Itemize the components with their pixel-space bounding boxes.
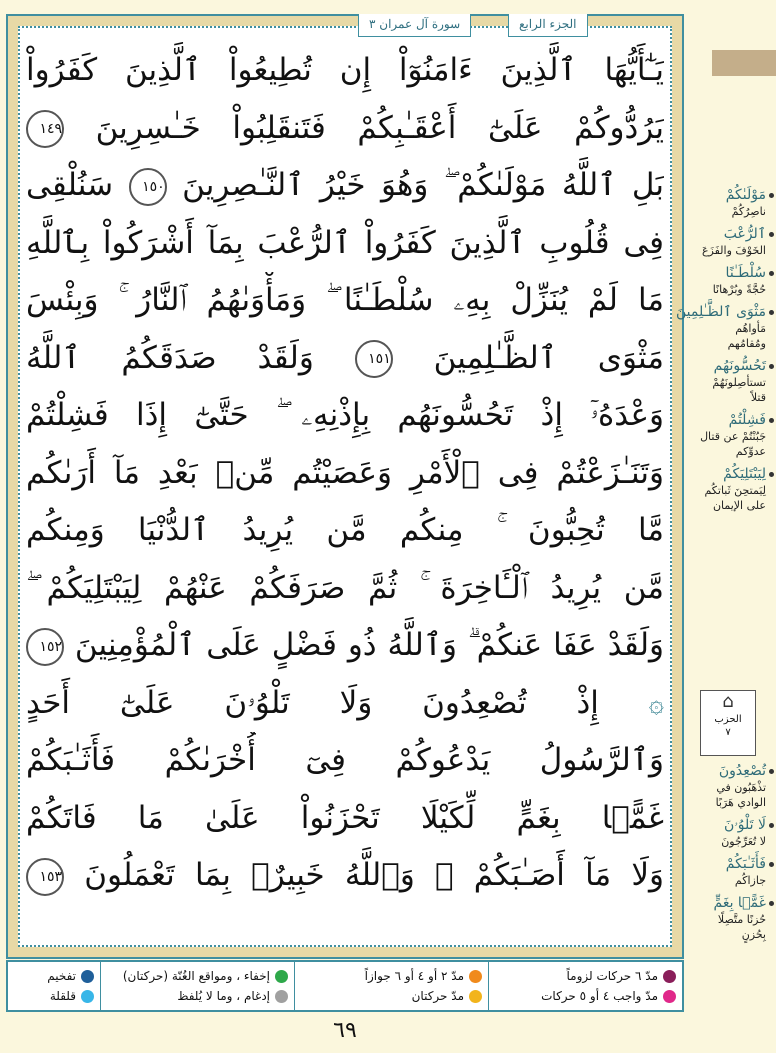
glossary-item xyxy=(694,225,774,258)
bullet-icon xyxy=(769,472,774,477)
line-text: مَّا تُحِبُّونَ ۚ مِنكُم مَّن يُرِيدُ ٱلدُّنْيَا وَمِنكُم xyxy=(26,512,664,548)
glossary-word: مَوْلَىٰكُمْ xyxy=(725,187,766,203)
legend-label: تفخيم xyxy=(47,969,76,983)
legend-label: مدّ واجب ٤ أو ٥ حركات xyxy=(541,989,658,1003)
legend-column xyxy=(294,962,488,1010)
ayah-number-marker: ١٤٩ xyxy=(26,110,64,148)
ayah-number-marker: ١٥٢ xyxy=(26,628,64,666)
bullet-icon xyxy=(769,310,774,315)
line-text: وَعْدَهُۥٓ إِذْ تَحُسُّونَهُم بِإِذْنِهِۦ ۖ حَتَّىٰٓ إِذَا فَشِلْتُمْ xyxy=(26,397,664,433)
bullet-icon xyxy=(769,232,774,237)
quran-line xyxy=(26,387,664,445)
glossary-meaning: حُزنًا متَّصِلًا بِحُزنٍ xyxy=(717,913,766,941)
bullet-icon xyxy=(769,862,774,867)
hizb-label: الحزب xyxy=(714,714,742,725)
bullet-icon xyxy=(769,823,774,828)
glossary-item xyxy=(694,357,774,405)
hizb-badge xyxy=(700,690,756,756)
quran-line xyxy=(26,560,664,618)
glossary-word: تُصْعِدُونَ xyxy=(718,763,766,779)
glossary-item xyxy=(694,855,774,888)
glossary-meaning: لا تُعَرِّجُونَ xyxy=(721,835,766,848)
juz-label: الجزء الرابع xyxy=(508,14,588,37)
color-dot-icon xyxy=(663,990,676,1003)
quran-line xyxy=(26,100,664,158)
quran-line xyxy=(26,215,664,273)
line-text: بَلِ ٱللَّهُ مَوْلَىٰكُمْ ۖ وَهُوَ خَيْرُ ٱلنَّـٰصِرِينَ xyxy=(182,167,664,203)
line-text: إِذْ تُصْعِدُونَ وَلَا تَلْوُۥنَ عَلَىٰٓ أَحَدٍ xyxy=(26,684,599,721)
legend-item xyxy=(301,986,482,1006)
glossary-meaning: مَأواهُم ومُقامُهم xyxy=(727,322,766,350)
glossary-item xyxy=(694,411,774,459)
glossary-column-lower xyxy=(694,762,774,948)
glossary-word: فَشِلْتُمْ xyxy=(728,412,766,428)
glossary-item xyxy=(675,303,774,351)
color-dot-icon xyxy=(81,970,94,983)
line-text: يَرُدُّوكُمْ عَلَىٰٓ أَعْقَـٰبِكُمْ فَتَنقَلِبُواْ خَـٰسِرِينَ xyxy=(95,109,664,146)
quran-line xyxy=(26,790,664,848)
page-number: ٦٩ xyxy=(333,1018,357,1043)
glossary-item xyxy=(694,264,774,297)
legend-item xyxy=(301,966,482,986)
quran-line xyxy=(26,445,664,503)
bullet-icon xyxy=(769,418,774,423)
ayah-number-marker: ١٥١ xyxy=(355,340,393,378)
legend-column xyxy=(8,962,100,1010)
glossary-meaning: ناصِرُكُمْ xyxy=(731,205,766,218)
glossary-word: ٱلرُّعْبَ xyxy=(723,226,766,242)
surah-label: سورة آل عمران ٣ xyxy=(358,14,471,37)
color-dot-icon xyxy=(469,970,482,983)
page-frame xyxy=(6,14,684,959)
color-dot-icon xyxy=(275,990,288,1003)
legend-label: مدّ ٢ أو ٤ أو ٦ جوازاً xyxy=(364,969,464,983)
glossary-word: تَحُسُّونَهُم xyxy=(713,358,766,374)
glossary-meaning: جازاكُم xyxy=(734,874,766,887)
line-text: وَلَقَدْ عَفَا عَنكُمْ ۗ وَٱللَّهُ ذُو فَضْلٍ عَلَى ٱلْمُؤْمِنِينَ xyxy=(74,627,664,663)
legend-item xyxy=(107,966,288,986)
legend-column xyxy=(488,962,682,1010)
line-text: فِى قُلُوبِ ٱلَّذِينَ كَفَرُواْ ٱلرُّعْبَ بِمَآ أَشْرَكُواْ بِٱللَّهِ xyxy=(26,224,664,261)
glossary-word: مَثْوَى ٱلظَّـٰلِمِينَ xyxy=(675,304,766,320)
legend-label: مدّ ٦ حركات لزوماً xyxy=(566,969,658,983)
glossary-meaning: جَبُنْتُمْ عن قتال عدوِّكم xyxy=(700,430,766,458)
glossary-meaning: الخَوْفَ والفَزَعَ xyxy=(701,244,766,257)
glossary-item xyxy=(694,186,774,219)
glossary-meaning: لِيَمتحِنَ ثَباتكُم على الإيمان xyxy=(704,484,766,512)
bullet-icon xyxy=(769,193,774,198)
glossary-item xyxy=(694,465,774,513)
glossary-word: سُلْطَـٰنًا xyxy=(725,265,766,281)
line-text: وَلَقَدْ صَدَقَكُمُ ٱللَّهُ xyxy=(26,339,314,376)
color-dot-icon xyxy=(663,970,676,983)
legend-item xyxy=(14,986,94,1006)
quran-line xyxy=(26,675,664,733)
legend-item xyxy=(495,966,676,986)
line-text: وَتَنَـٰزَعْتُمْ فِى ٱلْأَمْرِ وَعَصَيْتُم مِّنۢ بَعْدِ مَآ أَرَىٰكُم xyxy=(26,454,664,491)
glossary-item xyxy=(694,816,774,849)
quran-text xyxy=(26,42,664,951)
quran-line xyxy=(26,502,664,560)
line-text: سَنُلْقِى xyxy=(26,167,114,203)
glossary-meaning: تستأصِلونَهُمْ قتلاً xyxy=(712,376,766,404)
bullet-icon xyxy=(769,271,774,276)
line-text: غَمًّۢا بِغَمٍّ لِّكَيْلَا تَحْزَنُواْ عَلَىٰ مَا فَاتَكُمْ xyxy=(26,799,664,836)
legend-column xyxy=(100,962,294,1010)
legend-item xyxy=(107,986,288,1006)
quran-line xyxy=(26,617,664,675)
bullet-icon xyxy=(769,364,774,369)
hizb-star-icon: ۞ xyxy=(648,688,664,719)
legend-label: إخفاء ، ومواقع الغُنّة (حركتان) xyxy=(122,969,270,983)
glossary-item xyxy=(694,762,774,810)
legend-label: إدغام ، وما لا يُلفظ xyxy=(177,989,270,1003)
quran-line xyxy=(26,732,664,790)
glossary-item xyxy=(694,894,774,942)
color-dot-icon xyxy=(81,990,94,1003)
ayah-number-marker: ١٥٠ xyxy=(129,168,167,206)
color-dot-icon xyxy=(469,990,482,1003)
hizb-number: ٧ xyxy=(725,727,731,738)
quran-line xyxy=(26,42,664,100)
quran-line xyxy=(26,330,664,388)
legend-label: قلقلة xyxy=(49,989,76,1003)
legend-item xyxy=(495,986,676,1006)
bullet-icon xyxy=(769,901,774,906)
glossary-meaning: حُجَّةً وبُرْهانًا xyxy=(712,283,766,296)
legend-label: مدّ حركتان xyxy=(411,989,464,1003)
line-text: مَّن يُرِيدُ ٱلْـَٔاخِرَةَ ۚ ثُمَّ صَرَفَكُمْ عَنْهُمْ لِيَبْتَلِيَكُمْ ۖ xyxy=(26,569,664,606)
line-text: مَثْوَى ٱلظَّـٰلِمِينَ xyxy=(433,339,664,376)
dome-icon: ⌂ xyxy=(722,691,734,712)
color-dot-icon xyxy=(275,970,288,983)
bookmark-tab[interactable] xyxy=(712,50,776,76)
line-text: وَٱلرَّسُولُ يَدْعُوكُمْ فِىٓ أُخْرَىٰكُمْ فَأَثَـٰبَكُمْ xyxy=(26,742,664,778)
glossary-meaning: تذْهَبُون في الوادي هَرَبًا xyxy=(715,781,766,809)
quran-line xyxy=(26,847,664,905)
line-text: وَلَا مَآ أَصَـٰبَكُمْ ۗ وَٱللَّهُ خَبِيرٌۢ بِمَا تَعْمَلُونَ xyxy=(84,857,664,893)
tajweed-legend xyxy=(6,960,684,1012)
line-text: يَـٰٓأَيُّهَا ٱلَّذِينَ ءَامَنُوٓاْ إِن تُطِيعُواْ ٱلَّذِينَ كَفَرُواْ xyxy=(26,52,664,88)
glossary-word: لِيَبْتَلِيَكُمْ xyxy=(723,466,766,482)
glossary-column xyxy=(675,186,774,519)
glossary-word: فَأَثَـٰبَكُمْ xyxy=(725,856,766,872)
quran-line xyxy=(26,157,664,215)
quran-line xyxy=(26,272,664,330)
glossary-word: غَمًّۢا بِغَمٍّ xyxy=(713,895,766,911)
glossary-word: لَا تَلْوُۥنَ xyxy=(724,817,766,833)
legend-item xyxy=(14,966,94,986)
line-text: مَا لَمْ يُنَزِّلْ بِهِۦ سُلْطَـٰنًا ۖ وَمَأْوَىٰهُمُ ٱلنَّارُ ۚ وَبِئْسَ xyxy=(26,282,664,318)
bullet-icon xyxy=(769,769,774,774)
ayah-number-marker: ١٥٣ xyxy=(26,858,64,896)
